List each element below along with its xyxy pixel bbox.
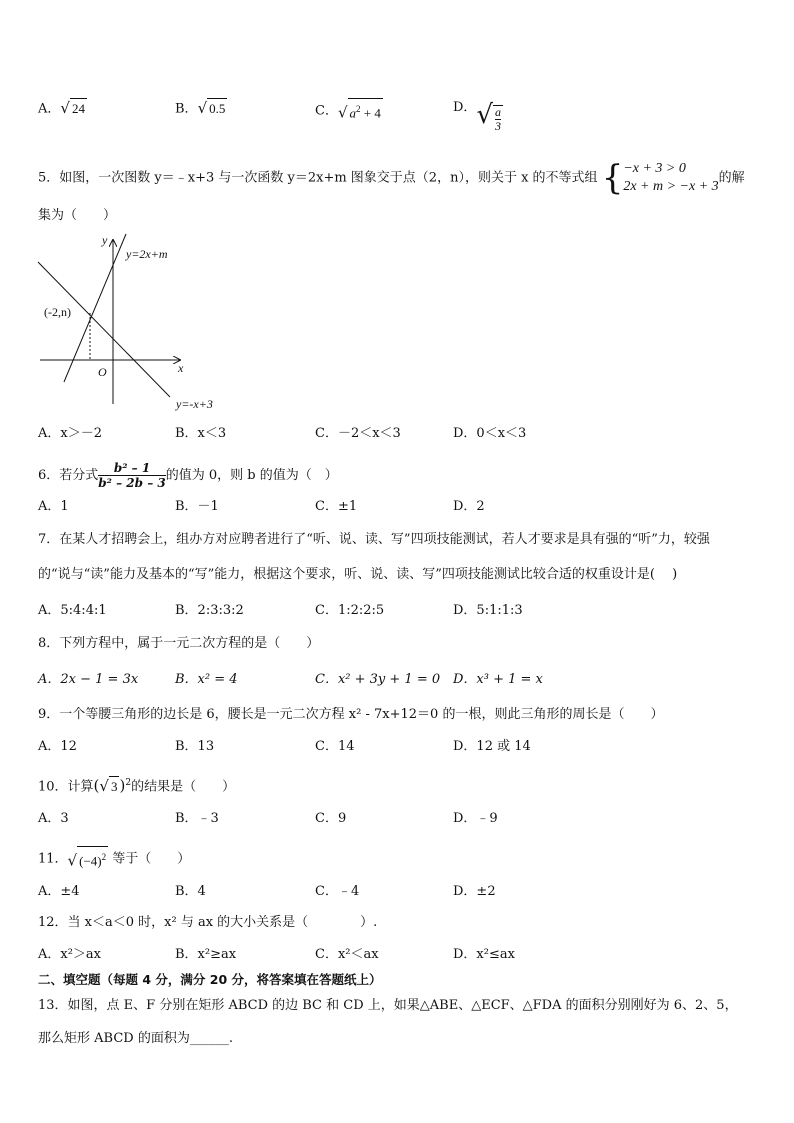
q10-option-b[interactable]: B．﹣3 — [175, 811, 219, 826]
q8-option-c[interactable]: C．x² + 3y + 1 = 0 — [315, 672, 441, 687]
q10-stem: 10．计算(√ 3 )$^2$的结果是（ ） — [38, 773, 235, 798]
inequality-system: −x + 3 > 0 2x + m > −x + 3 — [623, 161, 719, 194]
q8-option-d[interactable]: D．x³ + 1 = x — [453, 672, 543, 687]
q12-option-b[interactable]: B．x²≥ax — [175, 947, 237, 962]
label-y-2x-plus-m: y=2x+m — [126, 247, 168, 261]
q6-stem: 6．若分式 $\frac{\text{b² – 1}}{\text{b² – 2b – 3}}$ 的值为 0，则 b 的值为（ ） — [38, 461, 338, 490]
q9-option-a[interactable]: A．12 — [38, 739, 77, 754]
q7-line-2: 的“说与“读”能力及基本的“写”能力，根据这个要求，听、说、读、写”四项技能测试比较合适的权重设计是( ) — [38, 567, 678, 582]
q4-option-d[interactable]: D．√ $\frac{a}{3}$ — [453, 100, 502, 133]
q9-option-d[interactable]: D．12 或 14 — [453, 739, 531, 754]
q11-option-a[interactable]: A．±4 — [38, 884, 80, 899]
q4-option-c[interactable]: C．√ $a^2 + 4$ — [315, 98, 383, 124]
sqrt-24: √ 24 — [60, 99, 85, 117]
q7-line-1: 7．在某人才招聘会上，组办方对应聘者进行了“听、说、读、写”四项技能测试，若人才要求是具有强的“听”力，较强 — [38, 532, 710, 547]
q5-option-d[interactable]: D．0＜x＜3 — [453, 426, 527, 441]
sqrt-a2-plus-4: √ $a^2 + 4$ — [338, 98, 383, 124]
q10-options — [38, 809, 758, 829]
q12-options — [38, 945, 758, 965]
brace-icon: { — [601, 158, 624, 198]
q12-option-d[interactable]: D．x²≤ax — [453, 947, 515, 962]
q6-options — [38, 497, 758, 517]
q9-options — [38, 737, 758, 757]
q9-stem: 9．一个等腰三角形的边长是 6，腰长是一元二次方程 x² - 7x+12＝0 的一根，则此三角形的周长是（ ） — [38, 707, 664, 722]
sqrt-0-5: √ 0.5 — [197, 99, 226, 117]
q6-option-b[interactable]: B．－1 — [175, 499, 219, 514]
q8-options — [38, 670, 758, 690]
q10-option-d[interactable]: D．﹣9 — [453, 811, 498, 826]
q5-option-a[interactable]: A．x＞－2 — [38, 426, 102, 441]
q8-stem: 8．下列方程中，属于一元二次方程的是（ ） — [38, 636, 320, 651]
label-intersection: (-2,n) — [44, 305, 71, 319]
q11-option-c[interactable]: C．﹣4 — [315, 884, 360, 899]
q5-stem-continued: 集为（ ） — [38, 208, 117, 223]
q6-option-c[interactable]: C．±1 — [315, 499, 358, 514]
q13-line-2: 那么矩形 ABCD 的面积为______. — [38, 1031, 233, 1046]
q5-stem: 5．如图，一次图数 y＝﹣x+3 与一次函数 y＝2x+m 图象交于点（2，n），则关于 x 的不等式组 { −x + 3 > 0 2x + m > −x + 3 的解 — [38, 158, 745, 198]
label-x: x — [178, 361, 184, 375]
q9-option-c[interactable]: C．14 — [315, 739, 355, 754]
label-origin: O — [98, 365, 107, 379]
q6-option-a[interactable]: A．1 — [38, 499, 69, 514]
q11-stem: 11．√ $(-4)^2$ 等于（ ） — [38, 846, 190, 872]
q10-option-c[interactable]: C．9 — [315, 811, 347, 826]
label-y-neg-x-plus-3: y=-x+3 — [176, 397, 213, 411]
q8-option-b[interactable]: B．x² = 4 — [175, 672, 238, 687]
q4-option-b[interactable]: B．√ 0.5 — [175, 98, 227, 120]
q10-option-a[interactable]: A．3 — [38, 811, 69, 826]
q5-graph — [30, 232, 230, 412]
sqrt-3: √ 3 — [99, 776, 118, 795]
q7-option-b[interactable]: B．2:3:3:2 — [175, 603, 244, 618]
q5-option-c[interactable]: C．－2＜x＜3 — [315, 426, 401, 441]
q13-line-1: 13．如图，点 E、F 分别在矩形 ABCD 的边 BC 和 CD 上，如果△ABE、△ECF、△FDA 的面积分别刚好为 6、2、5， — [38, 998, 738, 1013]
q11-option-b[interactable]: B．4 — [175, 884, 206, 899]
q11-options — [38, 882, 758, 902]
q9-option-b[interactable]: B．13 — [175, 739, 215, 754]
q5-options — [38, 424, 758, 444]
q7-option-a[interactable]: A．5:4:4:1 — [38, 603, 107, 618]
sqrt-a-over-3: √ $\frac{a}{3}$ — [476, 100, 502, 133]
q11-option-d[interactable]: D．±2 — [453, 884, 496, 899]
q7-options — [38, 601, 758, 621]
q5-option-b[interactable]: B．x＜3 — [175, 426, 227, 441]
q4-options — [38, 98, 758, 133]
q12-option-a[interactable]: A．x²＞ax — [38, 947, 102, 962]
sqrt-neg4-squared: √ $(-4)^2$ — [68, 846, 109, 872]
q6-fraction: $\frac{\text{b² – 1}}{\text{b² – 2b – 3}}$ — [98, 461, 166, 490]
q4-option-a[interactable]: A．√ 24 — [38, 98, 87, 120]
q6-option-d[interactable]: D．2 — [453, 499, 485, 514]
q12-stem: 12．当 x＜a＜0 时，x² 与 ax 的大小关系是（ ）. — [38, 915, 378, 930]
q7-option-c[interactable]: C．1:2:2:5 — [315, 603, 385, 618]
q7-option-d[interactable]: D．5:1:1:3 — [453, 603, 523, 618]
section-heading-fill-in: 二、填空题（每题 4 分，满分 20 分，将答案填在答题纸上） — [38, 972, 382, 987]
q12-option-c[interactable]: C．x²＜ax — [315, 947, 379, 962]
label-y: y — [102, 233, 108, 247]
q8-option-a[interactable]: A．2x − 1 = 3x — [38, 672, 139, 687]
